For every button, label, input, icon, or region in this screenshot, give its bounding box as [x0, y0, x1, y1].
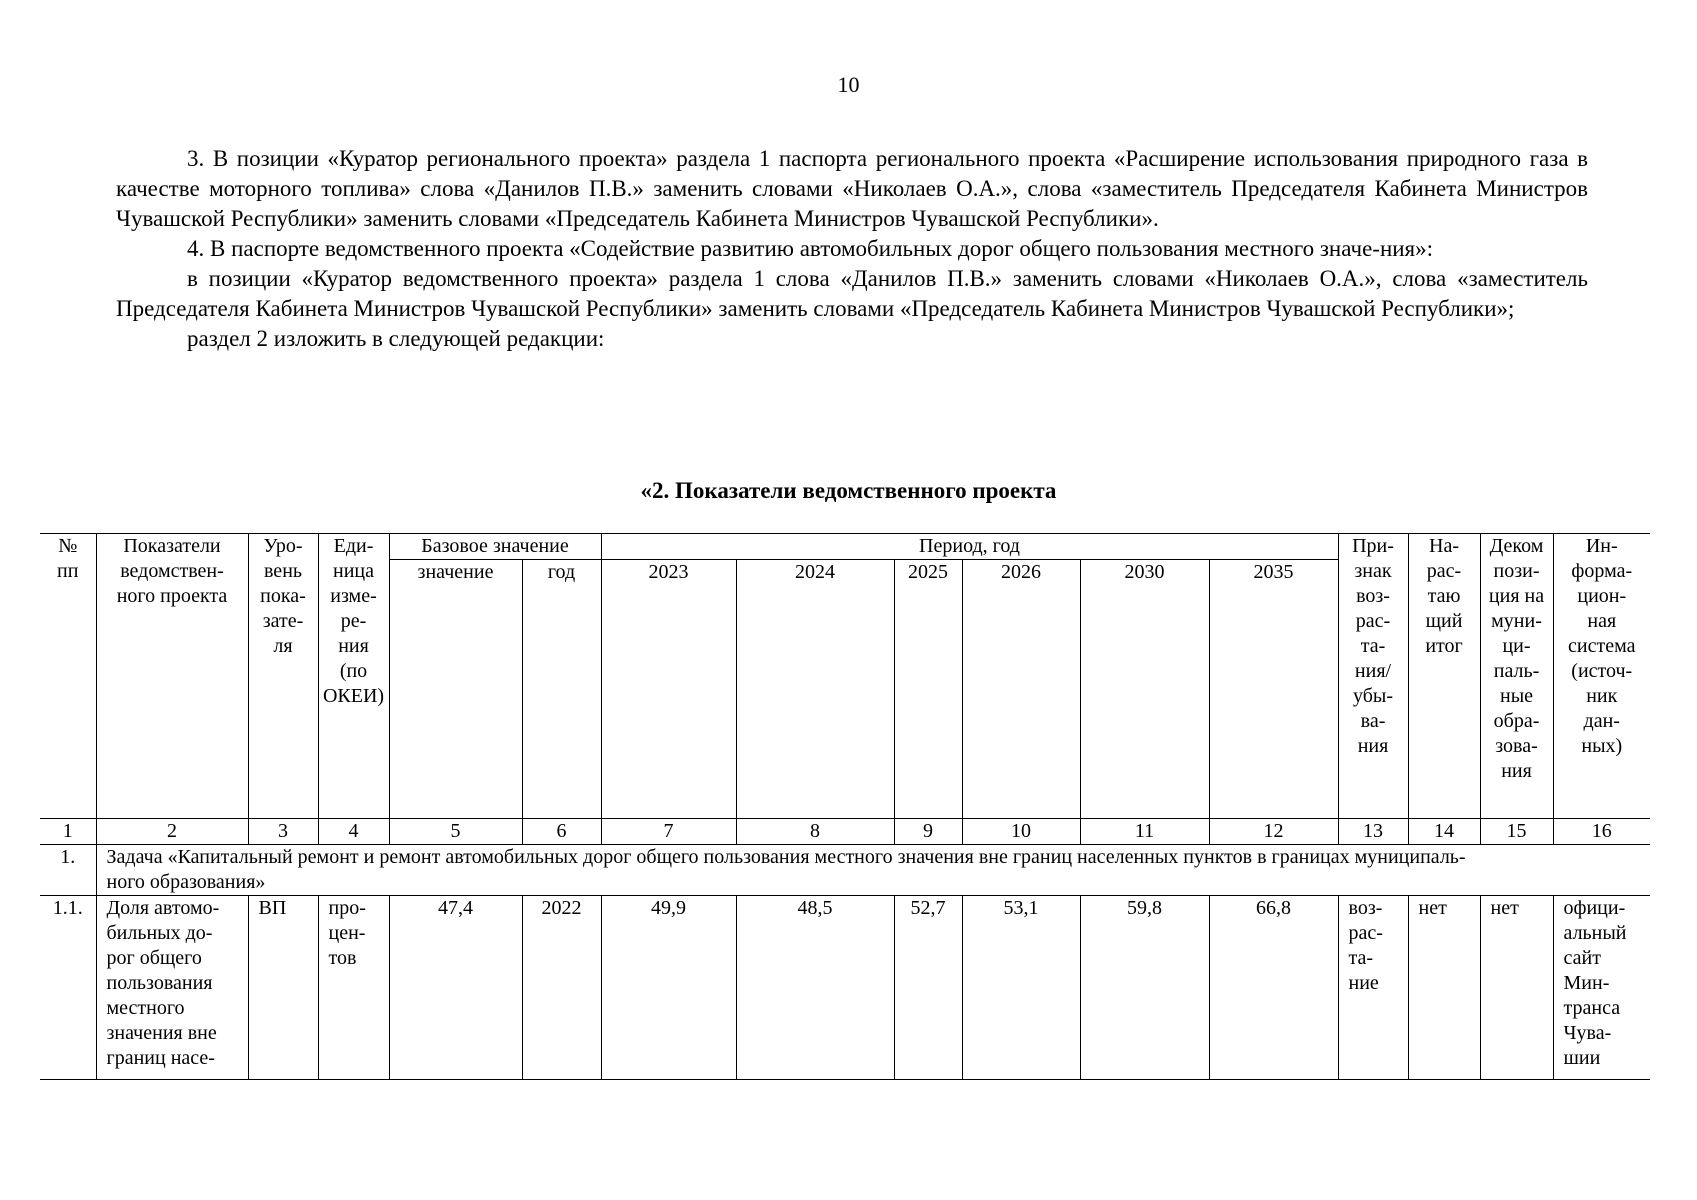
text-line: в позиции «Куратор ведомственного проекта» раздела 1 слова «Данилов П.В.» заменить словами «Николаев О.А.», слова: [187, 266, 1447, 291]
row-num: 1.1.: [40, 896, 96, 1080]
column-number: 15: [1480, 819, 1553, 845]
header-period: Период, год: [601, 534, 1338, 560]
column-number: 12: [1209, 819, 1338, 845]
section-title: «2. Показатели ведомственного проекта: [640, 478, 1057, 503]
header-num: № пп: [40, 534, 96, 819]
text-line: раздел 2 изложить в следующей редакции:: [187, 326, 605, 351]
header-year-2025: 2025: [894, 560, 962, 819]
paragraph-3: [116, 144, 1588, 234]
header-base-value-value: значение: [389, 560, 522, 819]
header-year-2035: 2035: [1209, 560, 1338, 819]
row-cumulative: нет: [1408, 896, 1480, 1080]
column-number: 6: [522, 819, 601, 845]
text-line: Республики».: [1026, 206, 1159, 231]
text-line: 3. В позиции «Куратор регионального проекта» раздела 1 паспорта регионального проекта «Расширение использования: [187, 146, 1399, 171]
row-level: ВП: [248, 896, 318, 1080]
row-value-2024: 48,5: [736, 896, 894, 1080]
paragraph-section-2: [116, 324, 1588, 354]
header-year-2030: 2030: [1080, 560, 1209, 819]
page-number: 10: [837, 72, 860, 97]
paragraph-curator: [116, 264, 1588, 324]
row-decomposition: нет: [1480, 896, 1553, 1080]
row-indicator: Доля автомо- бильных до- рог общего пользования местного значения вне границ насе-: [96, 896, 248, 1080]
row-base-value: 47,4: [389, 896, 522, 1080]
header-info-system: Ин- форма- цион- ная система (источ- ник дан- ных): [1553, 534, 1650, 819]
column-numbers-row: [40, 819, 1650, 845]
column-number: 13: [1338, 819, 1408, 845]
column-number: 2: [96, 819, 248, 845]
text-line: Чувашской Республики»;: [1266, 296, 1515, 321]
text-line: ния»:: [1379, 236, 1434, 261]
header-level: Уро- вень пока- зате- ля: [248, 534, 318, 819]
task-row: [40, 845, 1650, 896]
task-num: 1.: [40, 845, 96, 896]
task-text: Задача «Капитальный ремонт и ремонт автомобильных дорог общего пользования местного значения вне границ населенных пунктов в границах муниципаль- ного образования»: [96, 845, 1650, 896]
column-number: 4: [318, 819, 389, 845]
column-number: 7: [601, 819, 736, 845]
header-decomposition: Деком пози- ция на муни- ци- паль- ные обра- зова- ния: [1480, 534, 1553, 819]
column-number: 10: [962, 819, 1080, 845]
column-number: 11: [1080, 819, 1209, 845]
row-trend: воз- рас- та- ние: [1338, 896, 1408, 1080]
header-trend: При- знак воз- рас- та- ния/ убы- ва- ния: [1338, 534, 1408, 819]
header-base-value-year: год: [522, 560, 601, 819]
row-value-2026: 53,1: [962, 896, 1080, 1080]
column-number: 14: [1408, 819, 1480, 845]
header-year-2024: 2024: [736, 560, 894, 819]
row-value-2030: 59,8: [1080, 896, 1209, 1080]
header-base-value: Базовое значение: [389, 534, 601, 560]
column-number: 5: [389, 819, 522, 845]
table-row: [40, 896, 1650, 1080]
text-line: «заместитель Председателя Кабинета Министров Чувашской Республики» заменить словами «Председатель Кабинета Министров: [116, 266, 1588, 321]
text-line: природного газа в качестве моторного топлива» слова «Данилов П.В.» заменить словами «Николаев О.А.», слова «заместитель: [116, 146, 1589, 201]
header-indicators: Показатели ведомствен- ного проекта: [96, 534, 248, 819]
row-info-system: офици- альный сайт Мин- транса Чува- шии: [1553, 896, 1650, 1080]
column-number: 3: [248, 819, 318, 845]
header-year-2026: 2026: [962, 560, 1080, 819]
column-number: 1: [40, 819, 96, 845]
header-unit: Еди- ница изме- ре- ния (по ОКЕИ): [318, 534, 389, 819]
row-value-2025: 52,7: [894, 896, 962, 1080]
row-base-year: 2022: [522, 896, 601, 1080]
column-number: 8: [736, 819, 894, 845]
text-line: 4. В паспорте ведомственного проекта «Содействие развитию автомобильных дорог общего пользования местного значе-: [187, 236, 1380, 261]
column-number: 9: [894, 819, 962, 845]
text-line: Председателя Кабинета Министров Чувашской Республики» заменить словами «Председатель Кабинета Министров Чувашской: [116, 176, 1589, 231]
indicators-table: [40, 533, 1650, 1080]
header-year-2023: 2023: [601, 560, 736, 819]
column-number: 16: [1553, 819, 1650, 845]
row-unit: про- цен- тов: [318, 896, 389, 1080]
paragraph-4: [116, 234, 1588, 264]
row-value-2035: 66,8: [1209, 896, 1338, 1080]
row-value-2023: 49,9: [601, 896, 736, 1080]
document-body: [116, 144, 1588, 354]
header-cumulative: На- рас- таю щий итог: [1408, 534, 1480, 819]
